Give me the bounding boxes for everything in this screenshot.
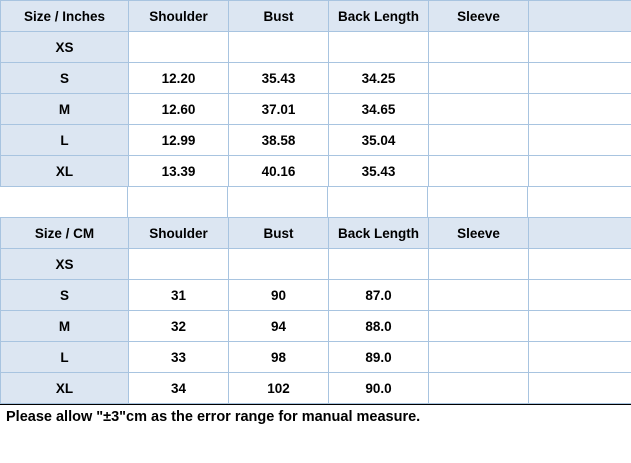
- table-row: [1, 156, 631, 187]
- cell-back-length: 90.0: [329, 373, 429, 404]
- cell-back-length: 34.25: [329, 63, 429, 94]
- cell-back-length: 87.0: [329, 280, 429, 311]
- cell-bust: [229, 32, 329, 63]
- cell-size: L: [1, 342, 129, 373]
- cell-sleeve: [429, 94, 529, 125]
- cell-size: XS: [1, 249, 129, 280]
- header-cell-size: Size / Inches: [1, 1, 129, 32]
- header-cell-sleeve: Sleeve: [429, 218, 529, 249]
- cell-shoulder: 34: [129, 373, 229, 404]
- cell-bust: 40.16: [229, 156, 329, 187]
- header-cell-size: Size / CM: [1, 218, 129, 249]
- cell-sleeve: [429, 249, 529, 280]
- cell-bust: 94: [229, 311, 329, 342]
- table-row: [1, 280, 631, 311]
- table-header-row: [1, 218, 631, 249]
- header-cell-tail: [529, 1, 631, 32]
- cell-bust: 37.01: [229, 94, 329, 125]
- cell-size: XL: [1, 373, 129, 404]
- cell-sleeve: [429, 156, 529, 187]
- cell-tail: [529, 125, 631, 156]
- header-cell-shoulder: Shoulder: [129, 218, 229, 249]
- table-row: [1, 63, 631, 94]
- table-row: [1, 373, 631, 404]
- cell-tail: [529, 156, 631, 187]
- cell-shoulder: [129, 249, 229, 280]
- cell-shoulder: 33: [129, 342, 229, 373]
- cell-sleeve: [429, 280, 529, 311]
- cell-bust: [229, 249, 329, 280]
- cell-back-length: 34.65: [329, 94, 429, 125]
- cell-back-length: 89.0: [329, 342, 429, 373]
- size-table-cm: [0, 217, 631, 404]
- cell-back-length: [329, 32, 429, 63]
- cell-bust: 35.43: [229, 63, 329, 94]
- header-cell-tail: [529, 218, 631, 249]
- cell-bust: 98: [229, 342, 329, 373]
- cell-tail: [529, 373, 631, 404]
- cell-sleeve: [429, 125, 529, 156]
- table-row: [1, 125, 631, 156]
- tick-size: [0, 187, 128, 217]
- table-row: [1, 94, 631, 125]
- cell-size: XL: [1, 156, 129, 187]
- header-cell-bust: Bust: [229, 218, 329, 249]
- cell-tail: [529, 342, 631, 373]
- cell-bust: 90: [229, 280, 329, 311]
- cell-shoulder: [129, 32, 229, 63]
- tick-tail: [528, 187, 630, 217]
- cell-shoulder: 12.20: [129, 63, 229, 94]
- cell-back-length: [329, 249, 429, 280]
- cell-shoulder: 12.60: [129, 94, 229, 125]
- cell-back-length: 35.43: [329, 156, 429, 187]
- cell-tail: [529, 249, 631, 280]
- cell-tail: [529, 94, 631, 125]
- table-header-row: [1, 1, 631, 32]
- cell-sleeve: [429, 342, 529, 373]
- cell-size: M: [1, 94, 129, 125]
- cell-tail: [529, 32, 631, 63]
- cell-bust: 38.58: [229, 125, 329, 156]
- separator-ticks: [0, 187, 631, 217]
- cell-sleeve: [429, 63, 529, 94]
- tick-shoulder: [128, 187, 228, 217]
- table-row: [1, 342, 631, 373]
- header-cell-back-length: Back Length: [329, 218, 429, 249]
- cell-back-length: 35.04: [329, 125, 429, 156]
- size-table-inches: [0, 0, 631, 187]
- header-cell-back-length: Back Length: [329, 1, 429, 32]
- header-cell-sleeve: Sleeve: [429, 1, 529, 32]
- table-row: [1, 32, 631, 63]
- table-row: [1, 249, 631, 280]
- cell-size: S: [1, 280, 129, 311]
- tick-back-length: [328, 187, 428, 217]
- cell-sleeve: [429, 311, 529, 342]
- cell-size: XS: [1, 32, 129, 63]
- header-cell-shoulder: Shoulder: [129, 1, 229, 32]
- cell-shoulder: 12.99: [129, 125, 229, 156]
- cell-tail: [529, 63, 631, 94]
- cell-tail: [529, 280, 631, 311]
- tick-bust: [228, 187, 328, 217]
- cell-tail: [529, 311, 631, 342]
- cell-size: M: [1, 311, 129, 342]
- header-cell-bust: Bust: [229, 1, 329, 32]
- measurement-note: Please allow "±3"cm as the error range for manual measure.: [0, 404, 631, 429]
- cell-sleeve: [429, 373, 529, 404]
- cell-size: L: [1, 125, 129, 156]
- cell-shoulder: 31: [129, 280, 229, 311]
- cell-back-length: 88.0: [329, 311, 429, 342]
- table-separator: [0, 187, 631, 217]
- cell-shoulder: 32: [129, 311, 229, 342]
- cell-sleeve: [429, 32, 529, 63]
- table-row: [1, 311, 631, 342]
- cell-size: S: [1, 63, 129, 94]
- cell-shoulder: 13.39: [129, 156, 229, 187]
- tick-sleeve: [428, 187, 528, 217]
- cell-bust: 102: [229, 373, 329, 404]
